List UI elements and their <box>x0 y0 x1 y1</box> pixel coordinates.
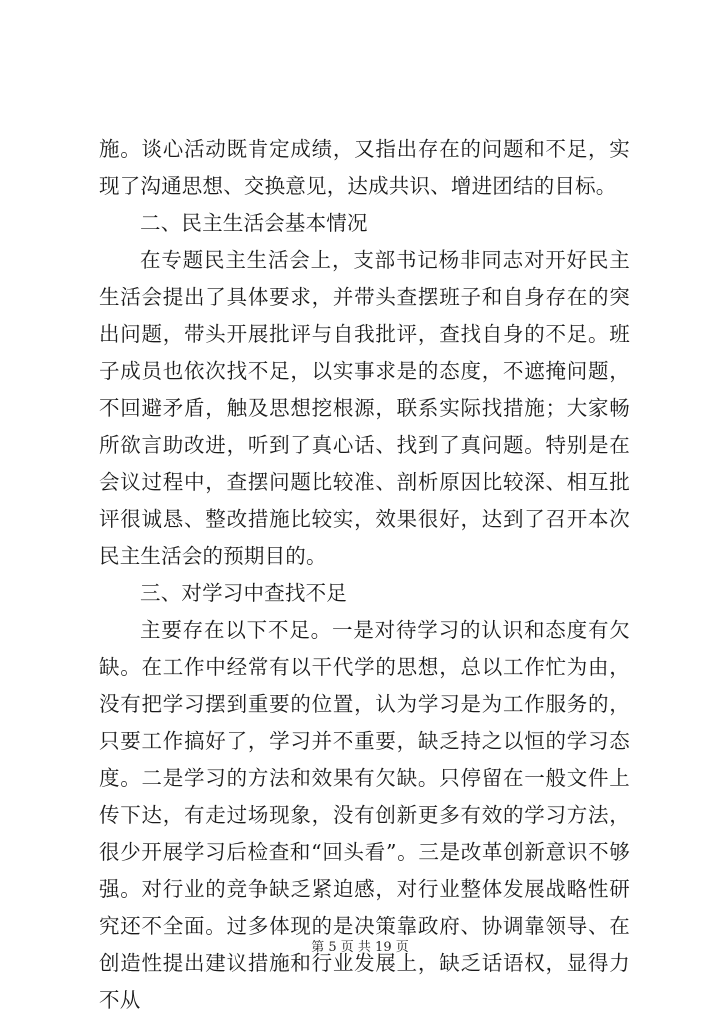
section-heading-democratic-life-meeting: 二、民主生活会基本情况 <box>140 211 368 235</box>
paragraph-meeting-details: 在专题民主生活会上，支部书记杨非同志对开好民主生活会提出了具体要求，并带头查摆班子和自身存在的突出问题，带头开展批评与自我批评，查找自身的不足。班子成员也依次找不足，以实事求是的态度，不遮掩问题，不回避矛盾，触及思想挖根源，联系实际找措施；大家畅所欲言助改进，听到了真心话、找到了真问题。特别是在会议过程中，查摆问题比较准、剖析原因比较深、相互批评很诚恳、整改措施比较实，效果很好，达到了召开本次民主生活会的预期目的。 <box>99 248 630 568</box>
page-number-footer: 第 5 页 共 19 页 <box>311 940 409 955</box>
section-heading-study-shortcomings: 三、对学习中查找不足 <box>140 581 347 605</box>
document-body <box>99 131 630 1019</box>
paragraph-study-shortcomings: 主要存在以下不足。一是对待学习的认识和态度有欠缺。在工作中经常有以干代学的思想，总以工作忙为由，没有把学习摆到重要的位置，认为学习是为工作服务的，只要工作搞好了，学习并不重要，缺乏持之以恒的学习态度。二是学习的方法和效果有欠缺。只停留在一般文件上传下达，有走过场现象，没有创新更多有效的学习方法，很少开展学习后检查和“回头看”。三是改革创新意识不够强。对行业的竞争缺乏紧迫感，对行业整体发展战略性研究还不全面。过多体现的是决策靠政府、协调靠领导、在创造性提出建议措施和行业发展上，缺乏话语权，显得力不从 <box>99 618 630 1012</box>
paragraph-continuation: 施。谈心活动既肯定成绩，又指出存在的问题和不足，实现了沟通思想、交换意见，达成共识、增进团结的目标。 <box>99 137 630 198</box>
